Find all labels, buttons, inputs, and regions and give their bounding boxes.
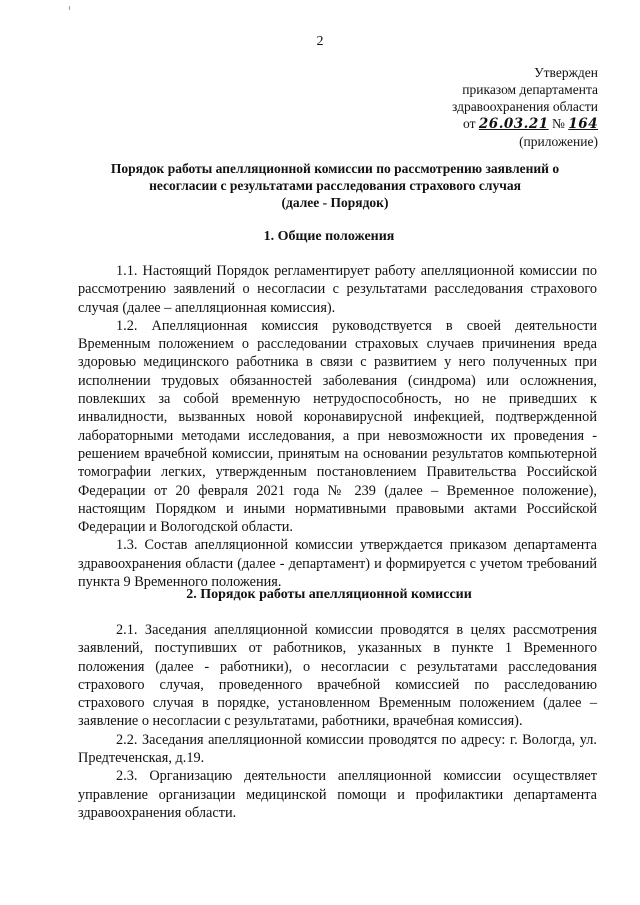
document-title	[100, 160, 570, 211]
approval-number-sign: №	[552, 116, 565, 131]
approval-line-date-number	[380, 115, 598, 133]
approval-from-prefix: от	[463, 116, 476, 131]
section-2-body	[78, 621, 597, 822]
title-line-3: (далее - Порядок)	[281, 195, 389, 210]
scan-mark	[69, 6, 70, 10]
approval-line-approved: Утвержден	[534, 65, 598, 80]
section-1-heading: 1. Общие положения	[263, 229, 395, 244]
handwritten-date: 26.03.21	[478, 116, 549, 132]
section-1-body	[78, 262, 597, 591]
paragraph-1-2: 1.2. Апелляционная комиссия руководствуется в своей деятельности Временным положением о расследовании страховых случаев причинения вреда здоровью медицинского работника в связи с развитием у него полученных при исполнении трудовых обязанностей заболевания (синдрома) или осложнения, повлекших за собой временную нетрудоспособность, но не приведших к инвалидности, вызванных новой коронавирусной инфекцией, подтвержденной лабораторными методами исследования, а при невозможности их проведения - решением врачебной комиссии, принятым на основании результатов компьютерной томографии легких, утвержденным постановлением Правительства Российской Федерации от 20 февраля 2021 года № 239 (далее – Временное положение), настоящим Порядком и иными нормативными правовыми актами Российской Федерации и Вологодской области.	[78, 317, 597, 536]
approval-stamp-block	[380, 64, 598, 150]
paragraph-2-1: 2.1. Заседания апелляционной комиссии проводятся в целях рассмотрения заявлений, поступивших от работников, указанных в пункте 1 Временного положения (далее - работники), о несогласии с результатами расследования страхового случая, проведенного врачебной комиссией по расследованию страхового случая в порядке, установленном Временным положением (далее – заявление о несогласии с результатами, работники, врачебная комиссия).	[78, 622, 597, 730]
paragraph-2-2: 2.2. Заседания апелляционной комиссии проводятся по адресу: г. Вологда, ул. Предтеченская, д.19.	[78, 731, 597, 767]
section-2-heading: 2. Порядок работы апелляционной комиссии	[186, 587, 472, 602]
approval-line-department: здравоохранения области	[451, 99, 598, 114]
paragraph-1-1: 1.1. Настоящий Порядок регламентирует работу апелляционной комиссии по рассмотрению заявлений о несогласии с результатами расследования страхового случая (далее – апелляционная комиссия).	[78, 263, 597, 316]
approval-line-order: приказом департамента	[462, 82, 598, 97]
title-line-1: Порядок работы апелляционной комиссии по рассмотрению заявлений о	[110, 161, 560, 176]
title-line-2: несогласии с результатами расследования страхового случая	[149, 178, 521, 193]
approval-line-appendix: (приложение)	[519, 134, 598, 149]
paragraph-1-3: 1.3. Состав апелляционной комиссии утверждается приказом департамента здравоохранения области (далее - департамент) и формируется с учетом требований пункта 9 Временного положения.	[78, 537, 597, 591]
handwritten-number: 164	[568, 116, 598, 132]
page-number: 2	[316, 34, 324, 49]
paragraph-2-3: 2.3. Организацию деятельности апелляционной комиссии осуществляет управление организации медицинской помощи и профилактики департамента здравоохранения области.	[78, 768, 597, 821]
